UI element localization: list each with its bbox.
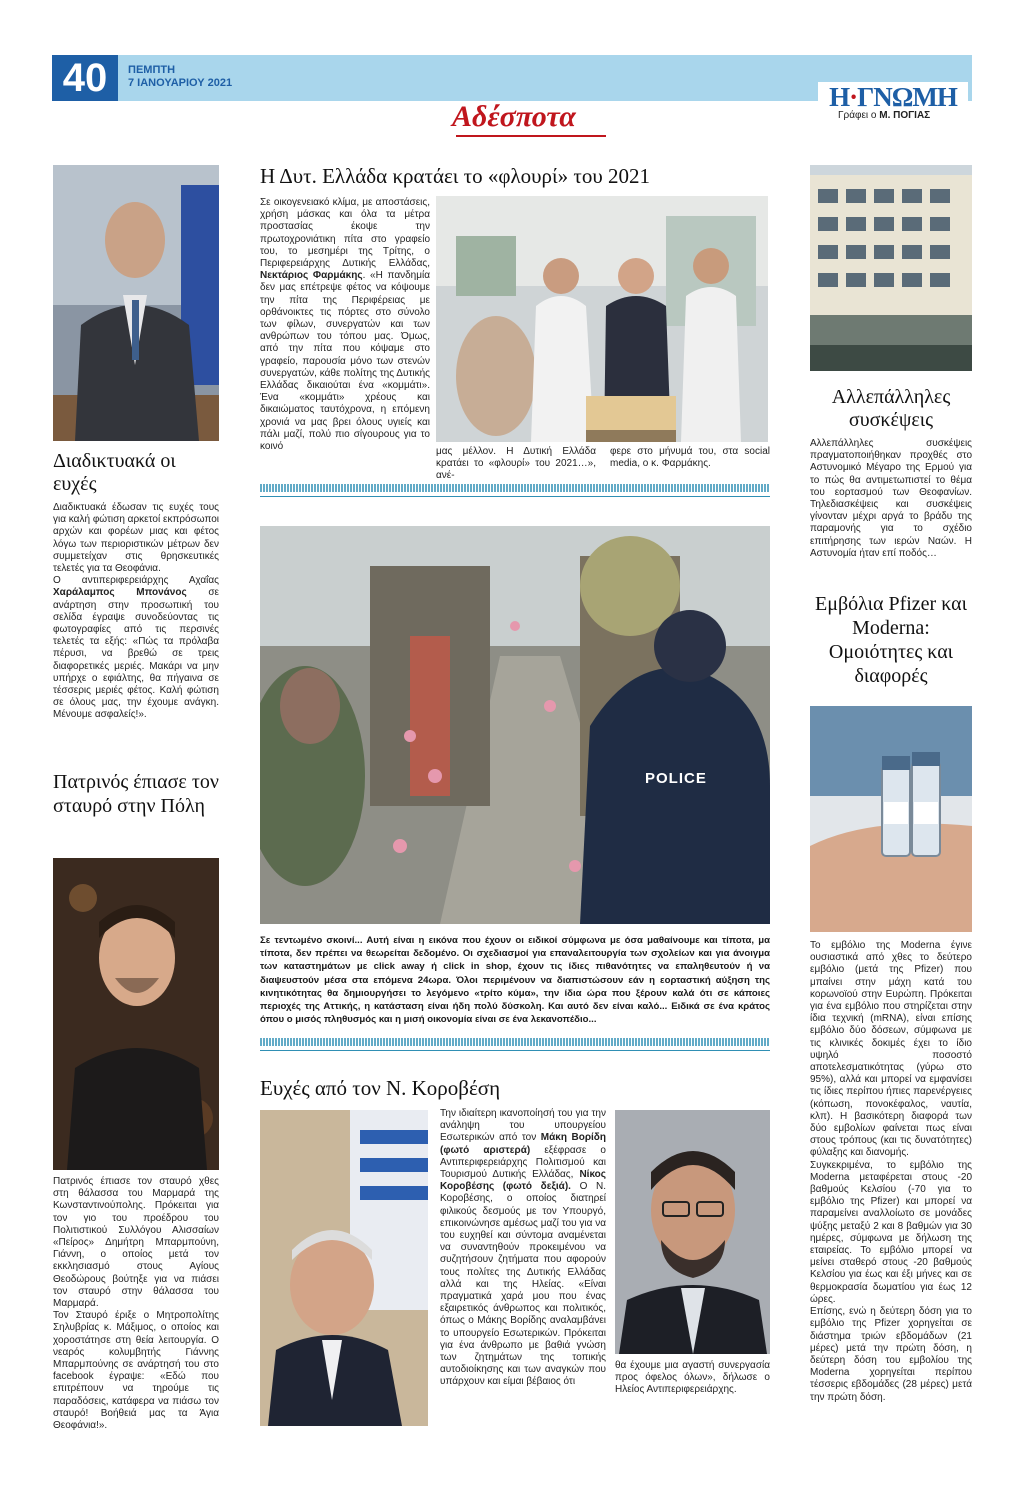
main-p1-name: Νεκτάριος Φαρμάκης: [260, 270, 363, 282]
bottom-article-p1: [440, 1108, 606, 1389]
left-art2-p1: Πατρινός έπιασε τον σταυρό χθες στη θάλασσα του Μαρμαρά της Κωνσταντινούπολης. Πρόκειται για τον γιο του προέδρου του Πολιτιστικού Συλλόγου Αλισσαίων «Πείρος» Δημήτρη Μπαρμπούνη, Γιάννη, ο οποίος μετά τον εκκλησιασμό στους Αγίους Θεοδώρους βούτηξε για να πιάσει τον σταυρό στην θάλασσα του Μαρμαρά.: [53, 1176, 219, 1310]
right-art2-body: [810, 940, 972, 1404]
issue-date: [128, 64, 232, 90]
section-underline: [456, 135, 606, 137]
section-title: Αδέσποτα: [452, 100, 576, 133]
photo-barbounis: [53, 858, 219, 1170]
main-article-col3: [610, 446, 770, 470]
main-article-p3: φερε στο μήνυμά του, στα social media, ο κ. Φαρμάκης.: [610, 446, 770, 470]
right-art1-body: [810, 438, 972, 560]
logo-left: Η: [829, 82, 850, 112]
bottom-p1a: Την ιδιαίτερη ικανοποίησή του για την ανάληψη του υπουργείου Εσωτερικών από τον: [440, 1108, 606, 1144]
issue-date-text: 7 ΙΑΝΟΥΑΡΙΟΥ 2021: [128, 77, 233, 89]
left-art2-body: [53, 1176, 219, 1432]
logo-right: ΓΝΩΜΗ: [857, 82, 957, 112]
main-p1c: . «Η πανδημία δεν μας επέτρεψε φέτος να κόψουμε την πίτα της Περιφέρειας με ορθάνοικτες τις πόρτες στο σύνολο των φίλων, συνεργατών και των ανθρώπων του τόπου μας. Όμως, από την πίτα που κόψαμε στο γραφείο, παρουσία μόνο των στενών συνεργατών, κάθε πολίτης της Δυτικής Ελλάδας δικαιούται ένα «κομμάτι». Ένα «κομμάτι» χρέους και δικαιώματος ταυτόχρονα, η επόμενη χρονιά να μας βρει όλους υγιείς και πάλι μαζί, πολύ πιο σίγουρους για το κοινό: [260, 270, 430, 453]
right-art2-title: Εμβόλια Pfizer και Moderna: Ομοιότητες και διαφορές: [815, 593, 967, 687]
photo-caption: Σε τεντωμένο σκοινί... Αυτή είναι η εικόνα που έχουν οι ειδικοί σύμφωνα με όσα μαθαίνουμε και τίποτα, μα τίποτα, δεν πρέπει να θεωρείται δεδομένο. Οι σχεδιασμοί για επαναλειτουργία των σχολείων και για άνοιγμα των καταστημάτων με click away ή click in shop, έχουν τις ίδιες πιθανότητες να επαληθευτούν ή να διαψευστούν μέσα στα επόμενα 24ωρα. Όλοι περιμένουν να διαπιστώσουν εάν η εορταστική αύξηση της κινητικότητας θα δημιουργήσει το λεγόμενο «τρίτο κύμα», την ίδια ώρα που ξέρουν καλά ότι σε κάποιες περιοχές της Αττικής, η κατάσταση είναι ήδη πολύ δύσκολη. Και αυτό δεν είναι καλό... Ειδικά σε ένα κράτος όπου ο μισός πληθυσμός και η μισή οικονομία είναι σε ένα λεκανοπέδιο...: [260, 935, 770, 1026]
photo-korovesis: [615, 1110, 770, 1354]
bottom-article-p2: θα έχουμε μια αγαστή συνεργασία προς όφελος όλων», δήλωσε ο Ηλείος Αντιπεριφερειάρχης.: [615, 1360, 770, 1396]
main-p1a: Σε οικογενειακό κλίμα, με αποστάσεις, χρήση μάσκας και όλα τα μέτρα προστασίας έκοψε την πρωτοχρονιάτικη πίτα στο γραφείο του, το μεσημέρι της Τρίτης, ο Περιφερειάρχης Δυτικής Ελλάδας,: [260, 197, 430, 270]
logo-mark-icon: ·: [849, 82, 858, 112]
right-art2-p1: Το εμβόλιο της Moderna έγινε ουσιαστικά από χθες το δεύτερο εμβόλιο (μετά της Pfizer) που μπαίνει στην μάχη κατά του κορωνοϊού στην Ευρώπη. Πρόκειται για ένα εμβόλιο που στηρίζεται στην ίδια τεχνική (mRNA), είναι επίσης εμβόλιο δύο δόσεων, σύμφωνα με τις κλινικές δοκιμές έχει το ίδιο υψηλό ποσοστό αποτελεσματικότητας (γύρω στο 95%), αλλά και μπορεί να εμφανίσει τις ίδιες περίπου ήπιες παρενέργειες (κόπωση, πονοκέφαλος, ναυτία, κλπ). Η βασικότερη διαφορά των δύο εμβολίων φαίνεται πως είναι στους τρόπους (και τις δυνατότητες) φύλαξης και διανομής.: [810, 940, 972, 1159]
byline-prefix: Γράφει ο: [838, 110, 877, 121]
bottom-article-col1: [440, 1108, 606, 1389]
separator-top-line: [260, 496, 770, 497]
byline-author: Μ. ΠΟΓΙΑΣ: [879, 110, 931, 121]
photo-street-police: [260, 526, 770, 924]
left-art1-p1: Διαδικτυακά έδωσαν τις ευχές τους για καλή φώτιση αρκετοί εκπρόσωποι αρχών και φορέων μιας και φέτος λόγω των περιοριστικών μέτρων δεν συμμετείχαν στις θρησκευτικές τελετές για τα Θεοφάνια.: [53, 502, 219, 575]
separator-bottom-line: [260, 1050, 770, 1051]
left-art1-p2c: σε ανάρτηση στην προσωπική του σελίδα έγραψε συνοδεύοντας τις φωτογραφίες από τις περσινές τελετές τα εξής: «Πώς τα πρόλαβα πέρυσι, να βρεθώ σε τρεις διαφορετικές μεριές. Μακάρι να μην υπήρχε ο εφιάλτης, θα πήγαινα σε τέσσερις μεριές φέτος. Καλή φώτιση σε όλους μας, την έχουμε ανάγκη. Μένουμε ασφαλείς!».: [53, 587, 219, 721]
photo-police-hq: [810, 165, 972, 371]
police-label: POLICE: [645, 770, 707, 787]
left-art1-body: [53, 502, 219, 722]
left-art1-title: Διαδικτυακά οι ευχές: [53, 450, 176, 495]
bottom-p1e: Ο Ν. Κοροβέσης, ο οποίος διατηρεί φιλικούς δεσμούς με τον Υπουργό, επικοινώνησε αμέσως μαζί του για να του ευχηθεί και σύντομα αναμένεται να συναντηθούν προκειμένου να συζητήσουν ζητήματα που αφορούν τους πολίτες της Δυτικής Ελλάδας αλλά και της Ηλείας. «Είναι πραγματικά χαρά μου που ένας εξαιρετικός άνθρωπος και πολιτικός, όπως ο Μάκης Βορίδης αναλαμβάνει το υπουργείο Εσωτερικών. Πρόκειται για ένα άνθρωπο με βαθιά γνώση των ζητημάτων της τοπικής αυτοδιοίκησης και των αναγκών που υπάρχουν και είμαι βέβαιος ότι: [440, 1181, 606, 1388]
page-number: 40: [52, 55, 118, 101]
photo-bonanos: [53, 165, 219, 441]
separator-bottom: [260, 1038, 770, 1046]
right-art2-p2: Συγκεκριμένα, το εμβόλιο της Moderna μεταφέρεται στους -20 βαθμούς Κελσίου (-70 για το εμβόλιο της Pfizer) και μπορεί να παραμείνει αναλλοίωτο σε μονάδες ψύξης μεταξύ 2 και 8 βαθμών για 30 ημέρες, σύμφωνα με δήλωση της εταιρείας. Το εμβόλιο μπορεί να μείνει σταθερό στους -20 βαθμούς Κελσίου για έως και έξι μήνες και σε θερμοκρασία δωματίου για έως 12 ώρες.: [810, 1159, 972, 1305]
bottom-p1-korovesis: Νίκος Κοροβέσης (φωτό δεξιά).: [440, 1169, 606, 1193]
newspaper-logo: [818, 82, 968, 110]
right-art1-title: Αλλεπάλληλες συσκέψεις: [831, 386, 951, 431]
bottom-p1c: εξέφρασε ο Αντιπεριφερειάρχης Πολιτισμού και Τουρισμού Δυτικής Ελλάδας,: [440, 1144, 606, 1181]
photo-pie-cutting: [436, 196, 768, 442]
left-art1-p2a: Ο αντιπεριφερειάρχης Αχαΐας: [53, 575, 219, 587]
left-art1-p2: [53, 575, 219, 721]
main-article-title: Η Δυτ. Ελλάδα κρατάει το «φλουρί» του 2021: [260, 164, 651, 188]
right-art1-p1: Αλλεπάλληλες συσκέψεις πραγματοποιήθηκαν προχθές στο Αστυνομικό Μέγαρο της Ερμού για το πώς θα αντιμετωπιστεί το θέμα του εορτασμού των Θεοφανίων. Τηλεδιασκέψεις και συσκέψεις γίνονταν μέχρι αργά το βράδυ της παραμονής για το σχέδιο επιτήρησης των ιερών Ναών. Η Αστυνομία ήταν επί ποδός…: [810, 438, 972, 559]
bottom-article-title: Ευχές από τον Ν. Κοροβέση: [260, 1076, 501, 1100]
issue-day: ΠΕΜΠΤΗ: [128, 64, 176, 76]
left-art2-title: Πατρινός έπιασε τον σταυρό στην Πόλη: [53, 771, 219, 817]
main-article-p1: [260, 197, 430, 453]
bottom-p1-voridis: Μάκη Βορίδη (φωτό αριστερά): [440, 1132, 606, 1156]
left-art2-p2: Τον Σταυρό έριξε ο Μητροπολίτης Σηλυβρίας κ. Μάξιμος, ο οποίος και χοροστάτησε στη θεία λειτουργία. Ο νεαρός κολυμβητής Γιάννης Μπαρμπούνης σε ανάρτησή του στο facebook έγραψε: «Εδώ που επιτρέπουν να τηρούμε τις παραδόσεις, κατάφερα να πιάσω τον σταυρό! Βοήθειά μας τα Άγια Θεοφάνια!».: [53, 1310, 219, 1432]
byline: [838, 110, 930, 121]
right-art2-p3: Επίσης, ενώ η δεύτερη δόση για το εμβόλιο της Pfizer χορηγείται σε διάστημα τριών εβδομάδων (21 μέρες) μετά την πρώτη δόση, η δεύτερη δόση του εμβολίου της Moderna χορηγείται περίπου τέσσερις εβδομάδες (28 μέρες) μετά την πρώτη δόση.: [810, 1306, 972, 1403]
separator-top: [260, 484, 770, 492]
main-article-col1: [260, 197, 430, 453]
photo-voridis: [260, 1110, 428, 1426]
main-article-p2: μας μέλλον. Η Δυτική Ελλάδα κρατάει το «φλουρί» του 2021…», ανέ-: [436, 446, 596, 482]
left-art1-p2-name: Χαράλαμπος Μπονάνος: [53, 587, 187, 599]
bottom-article-col2: [615, 1360, 770, 1397]
main-article-col2: [436, 446, 596, 483]
photo-vaccines: [810, 706, 972, 932]
